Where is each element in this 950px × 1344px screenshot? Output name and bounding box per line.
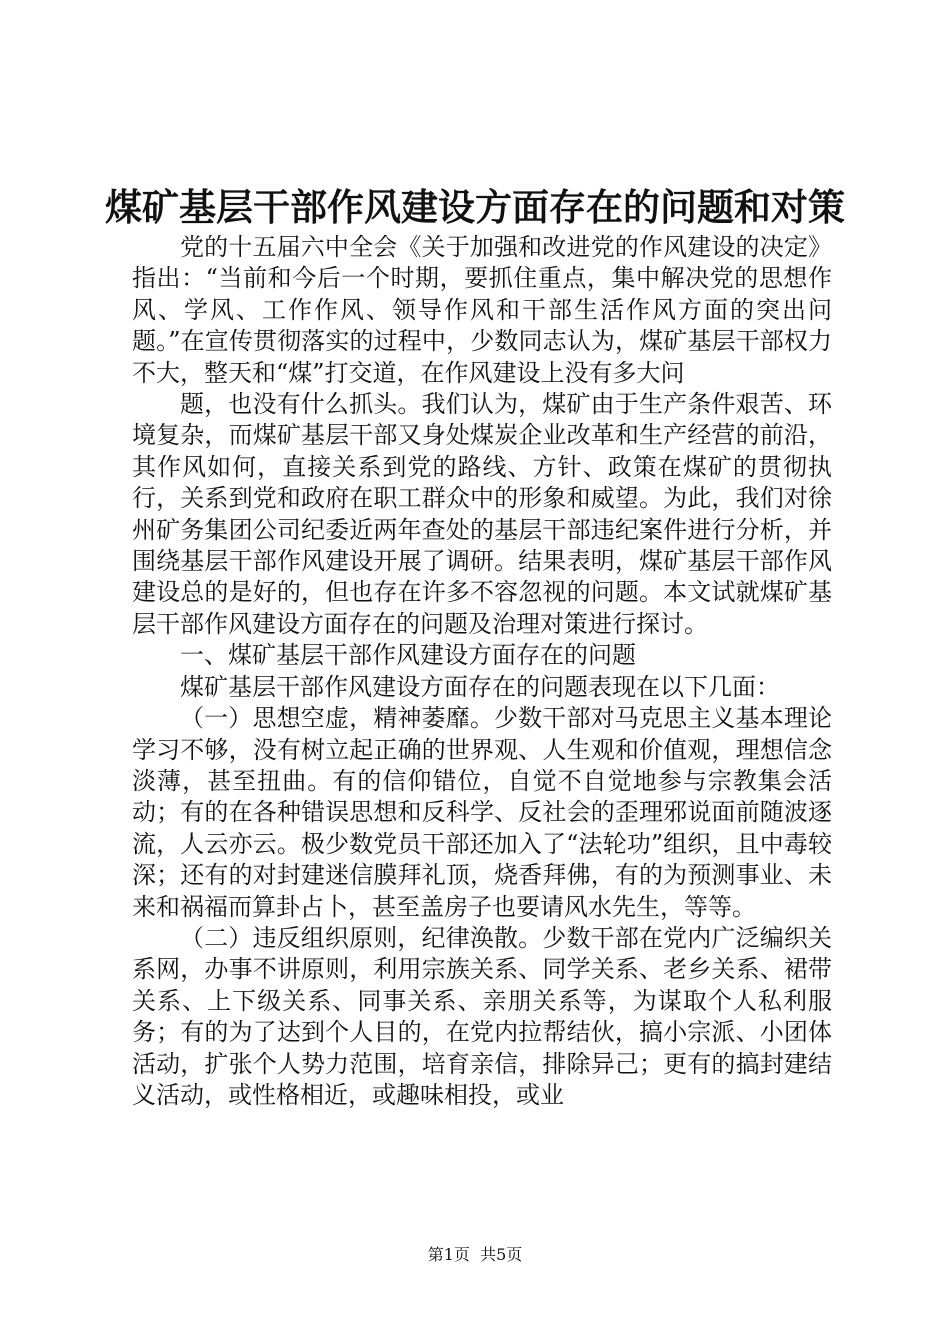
page-footer (0, 1244, 950, 1266)
page-number: 第1页 (427, 1245, 470, 1264)
page-total: 共5页 (480, 1245, 523, 1264)
paragraph: 题，也没有什么抓头。我们认为，煤矿由于生产条件艰苦、环境复杂，而煤矿基层干部又身处煤炭企业改革和生产经营的前沿，其作风如何，直接关系到党的路线、方针、政策在煤矿的贯彻执行，关系到党和政府在职工群众中的形象和威望。为此，我们对徐州矿务集团公司纪委近两年查处的基层干部违纪案件进行分析，并围绕基层干部作风建设开展了调研。结果表明，煤矿基层干部作风建设总的是好的，但也存在许多不容忽视的问题。本文试就煤矿基层干部作风建设方面存在的问题及治理对策进行探讨。 (132, 390, 832, 638)
document-body (132, 232, 832, 1111)
paragraph: （二）违反组织原则，纪律涣散。少数干部在党内广泛编织关系网，办事不讲原则，利用宗族关系、同学关系、老乡关系、裙带关系、上下级关系、同事关系、亲朋关系等，为谋取个人私利服务；有的为了达到个人目的，在党内拉帮结伙，搞小宗派、小团体活动，扩张个人势力范围，培育亲信，排除异己；更有的搞封建结义活动，或性格相近，或趣味相投，或业 (132, 923, 832, 1109)
paragraph: 煤矿基层干部作风建设方面存在的问题表现在以下几面： (180, 672, 780, 701)
paragraph: 党的十五届六中全会《关于加强和改进党的作风建设的决定》指出：“当前和今后一个时期，要抓住重点，集中解决党的思想作风、学风、工作作风、领导作风和干部生活作风方面的突出问题。”在宣传贯彻落实的过程中，少数同志认为，煤矿基层干部权力不大，整天和“煤”打交道，在作风建设上没有多大问 (132, 233, 832, 387)
section-heading: 一、煤矿基层干部作风建设方面存在的问题 (180, 641, 636, 670)
paragraph: （一）思想空虚，精神萎靡。少数干部对马克思主义基本理论学习不够，没有树立起正确的世界观、人生观和价值观，理想信念淡薄，甚至扭曲。有的信仰错位，自觉不自觉地参与宗教集会活动；有的在各种错误思想和反科学、反社会的歪理邪说面前随波逐流，人云亦云。极少数党员干部还加入了“法轮功”组织，且中毒较深；还有的对封建迷信膜拜礼顶，烧香拜佛，有的为预测事业、未来和祸福而算卦占卜，甚至盖房子也要请风水先生，等等。 (132, 704, 832, 921)
document-title: 煤矿基层干部作风建设方面存在的问题和对策 (105, 185, 845, 229)
